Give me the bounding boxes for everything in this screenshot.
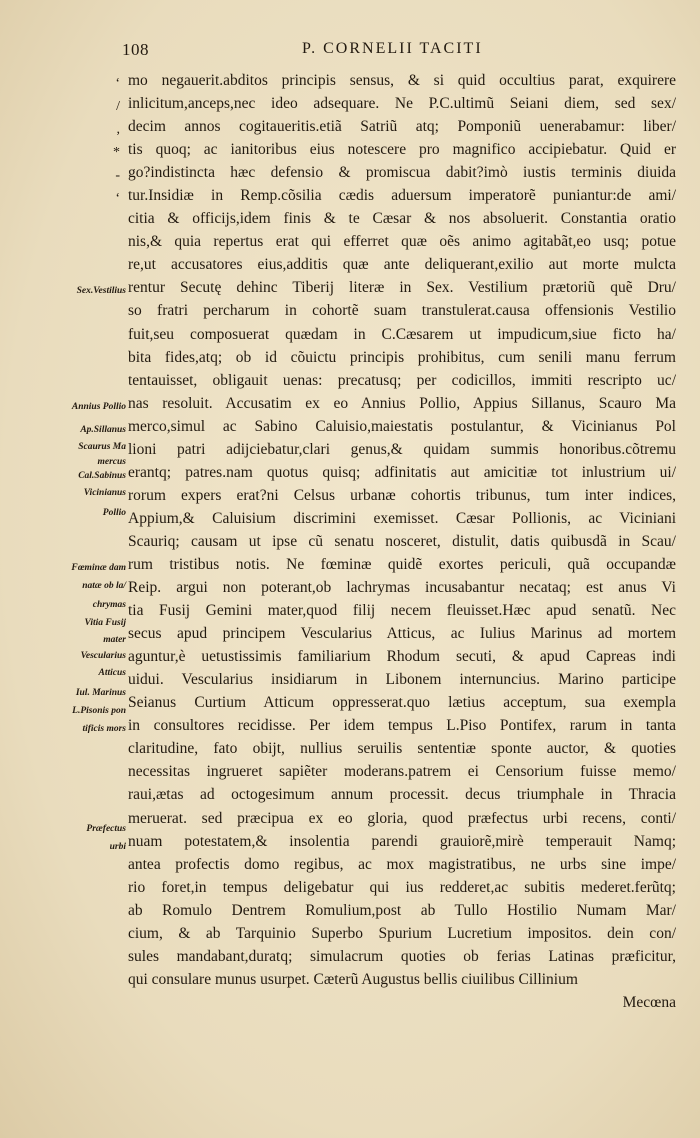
margin-note: chrymas [92, 599, 126, 610]
text-line: decim annos cogitaueritis.etiã Satriũ atq; Pomponiũ uenerabamur: liber/ [128, 118, 676, 136]
margin-note: Pollio [102, 507, 126, 518]
text-line: tur.Insidiæ in Remp.cõsilia cædis aduersum imperatorẽ puniantur:de ami/ [128, 187, 676, 205]
left-mark: ʻ [115, 191, 120, 207]
text-line: rorum expers erat?ni Celsus urbanæ cohortis tribunus, tum inter indices, [128, 486, 676, 504]
margin-note: Præfectus [86, 823, 126, 834]
margin-note: Annius Pollio [71, 401, 126, 412]
left-mark: - [115, 168, 120, 184]
text-line: rum tristibus notis. Ne fœminæ quidẽ exortes periculi, quã occupandæ [128, 555, 676, 573]
text-line: tis quoq; ac ianitoribus eius notescere pro magnifico accipiebatur. Quid er [128, 141, 676, 159]
page-number: 108 [122, 40, 149, 59]
text-line: nuam potestatem,& insolentia parendi grauiorẽ,mirè temperauit Namq; [128, 832, 676, 850]
margin-note: mercus [97, 457, 126, 468]
text-line: tia Fusij Gemini mater,quod filij necem fleuisset.Hæc apud senatũ. Nec [128, 602, 676, 620]
text-line: ab Romulo Dentrem Romulium,post ab Tullo Hostilio Numam Mar/ [128, 901, 676, 919]
text-line: citia & officijs,idem finis & te Cæsar & nos absoluerit. Constantia oratio [128, 210, 676, 228]
text-line: fuit,seu composuerat quædam in C.Cæsarem ut impudicum,siue ficto ha/ [128, 325, 676, 343]
text-line: mo negauerit.abditos principis sensus, & si quid occultius parat, exquirere [128, 72, 676, 89]
text-line: sules mandabant,duratq; simulacrum quoties ob ferias Latinas præficitur, [128, 947, 676, 965]
text-line: aguntur,è uetustissimis familiarium Rhodum secuti, & apud Capreas indi [128, 648, 676, 666]
text-line: erantq; patres.nam quotus quisq; adfinitatis aut amicitiæ tot inlustrium ui/ [128, 463, 676, 481]
margin-note: urbi [109, 841, 126, 852]
margin-note: Fœminæ dam [71, 563, 126, 574]
text-body [128, 69, 676, 1014]
left-mark: , [116, 122, 120, 138]
margin-note: Ap.Sillanus [80, 424, 126, 435]
text-line: cium, & ab Tarquinio Superbo Spurium Lucretium impositos. dein con/ [128, 924, 676, 942]
text-line: uidui. Vescularius insidiarum in Libonem internuncius. Marino participe [128, 671, 676, 689]
catchword: Mecœna [622, 993, 676, 1011]
text-line: rio foret,in tempus deligebatur qui ius redderet,ac subitis mederet.ferũtq; [128, 878, 676, 896]
text-line: nis,& quia repertus erat qui efferret quæ oẽs animo agitabãt,eo usq; potue [128, 233, 676, 251]
margin-note: tificis mors [82, 724, 126, 735]
text-line: in consultores recidisse. Per idem tempus L.Piso Pontifex, rarum in tanta [128, 717, 676, 735]
left-marks [98, 72, 120, 210]
margin-note: Scaurus Ma [78, 442, 126, 453]
text-line: Reip. argui non poterant,ob lachrymas incusabantur necataq; est anus Vi [128, 579, 676, 597]
left-mark: ʻ [115, 76, 120, 91]
text-line: claritudine, fato obijt, nullius seruilis sententiæ sponte auctor, & quoties [128, 740, 676, 758]
text-line: tentauisset, obligauit uenas: precatusq; per codicillos, immiti rescripto uc/ [128, 371, 676, 389]
margin-note: Vescularius [80, 650, 126, 661]
text-line: necessitas ingrueret sapiẽter moderans.patrem ei Censorium fuisse memo/ [128, 763, 676, 781]
text-line: merco,simul ac Sabino Caluisio,maiestatis postulantur, & Vicinianus Pol [128, 417, 676, 435]
margin-note: Atticus [98, 667, 126, 678]
text-line: antea profectis domo regibus, ac mox magistratibus, ne urbs sine impe/ [128, 855, 676, 873]
text-line: meruerat. sed præcipua ex eo gloria, quod præfectus urbi recens, conti/ [128, 809, 676, 827]
text-line: Seianus Curtium Atticum oppresserat.quo lætius acceptum, sua exempla [128, 694, 676, 712]
text-line: re,ut accusatores eius,additis quæ ante deliquerant,exilio aut morte mulcta [128, 256, 676, 274]
text-line: Scauriq; causam ut ipse cũ senatu nosceret, distulit, datis quibusdã in Scau/ [128, 532, 676, 550]
margin-note: Sex.Vestilius [76, 286, 126, 297]
left-mark: / [116, 99, 120, 115]
text-line: raui,ætas ad octogesimum annum processit. decus triumphale in Thracia [128, 786, 676, 804]
margin-note: Iul. Marinus [75, 687, 126, 698]
text-line: nas resoluit. Accusatim ex eo Annius Pollio, Appius Sillanus, Scauro Ma [128, 394, 676, 412]
left-mark: * [113, 145, 120, 161]
text-line: secus apud principem Vescularius Atticus, ac Iulius Marinus ad mortem [128, 625, 676, 643]
text-line: lioni patri adijciebatur,clari genus,& quidam summis honoribus.cõtremu [128, 440, 676, 458]
margin-note: Vitia Fusij [84, 618, 126, 629]
running-head: P. CORNELII TACITI [302, 40, 483, 57]
text-line: rentur Secutę dehinc Tiberij literæ in Sex. Vestilium prætoriũ quẽ Dru/ [128, 279, 676, 297]
margin-note: Vicinianus [83, 488, 126, 499]
text-line: so fratri percharum in cohortẽ suam transtulerat.causa offensionis Vestilio [128, 302, 676, 320]
page-header [122, 40, 682, 62]
text-line: qui consulare munus usurpet. Cæterũ Augustus bellis ciuilibus Cillinium [128, 970, 578, 988]
text-line: Appium,& Caluisium discrimini exemisset. Cæsar Pollionis, ac Viciniani [128, 509, 676, 527]
text-line: inlicitum,anceps,nec ideo adsequare. Ne P.C.ultimũ Seiani diem, sed sex/ [128, 95, 676, 113]
text-line: bita fides,atq; ob id cõuictu principis prohibitus, cum senili manu ferrum [128, 348, 676, 366]
margin-note: mater [103, 634, 126, 645]
text-line: go?indistincta hæc defensio & promiscua dabit?imò iustis terminis diuida [128, 164, 676, 182]
margin-note: natæ ob la/ [82, 581, 126, 592]
margin-note: Cal.Sabinus [78, 470, 126, 481]
margin-note: L.Pisonis pon [72, 705, 126, 716]
